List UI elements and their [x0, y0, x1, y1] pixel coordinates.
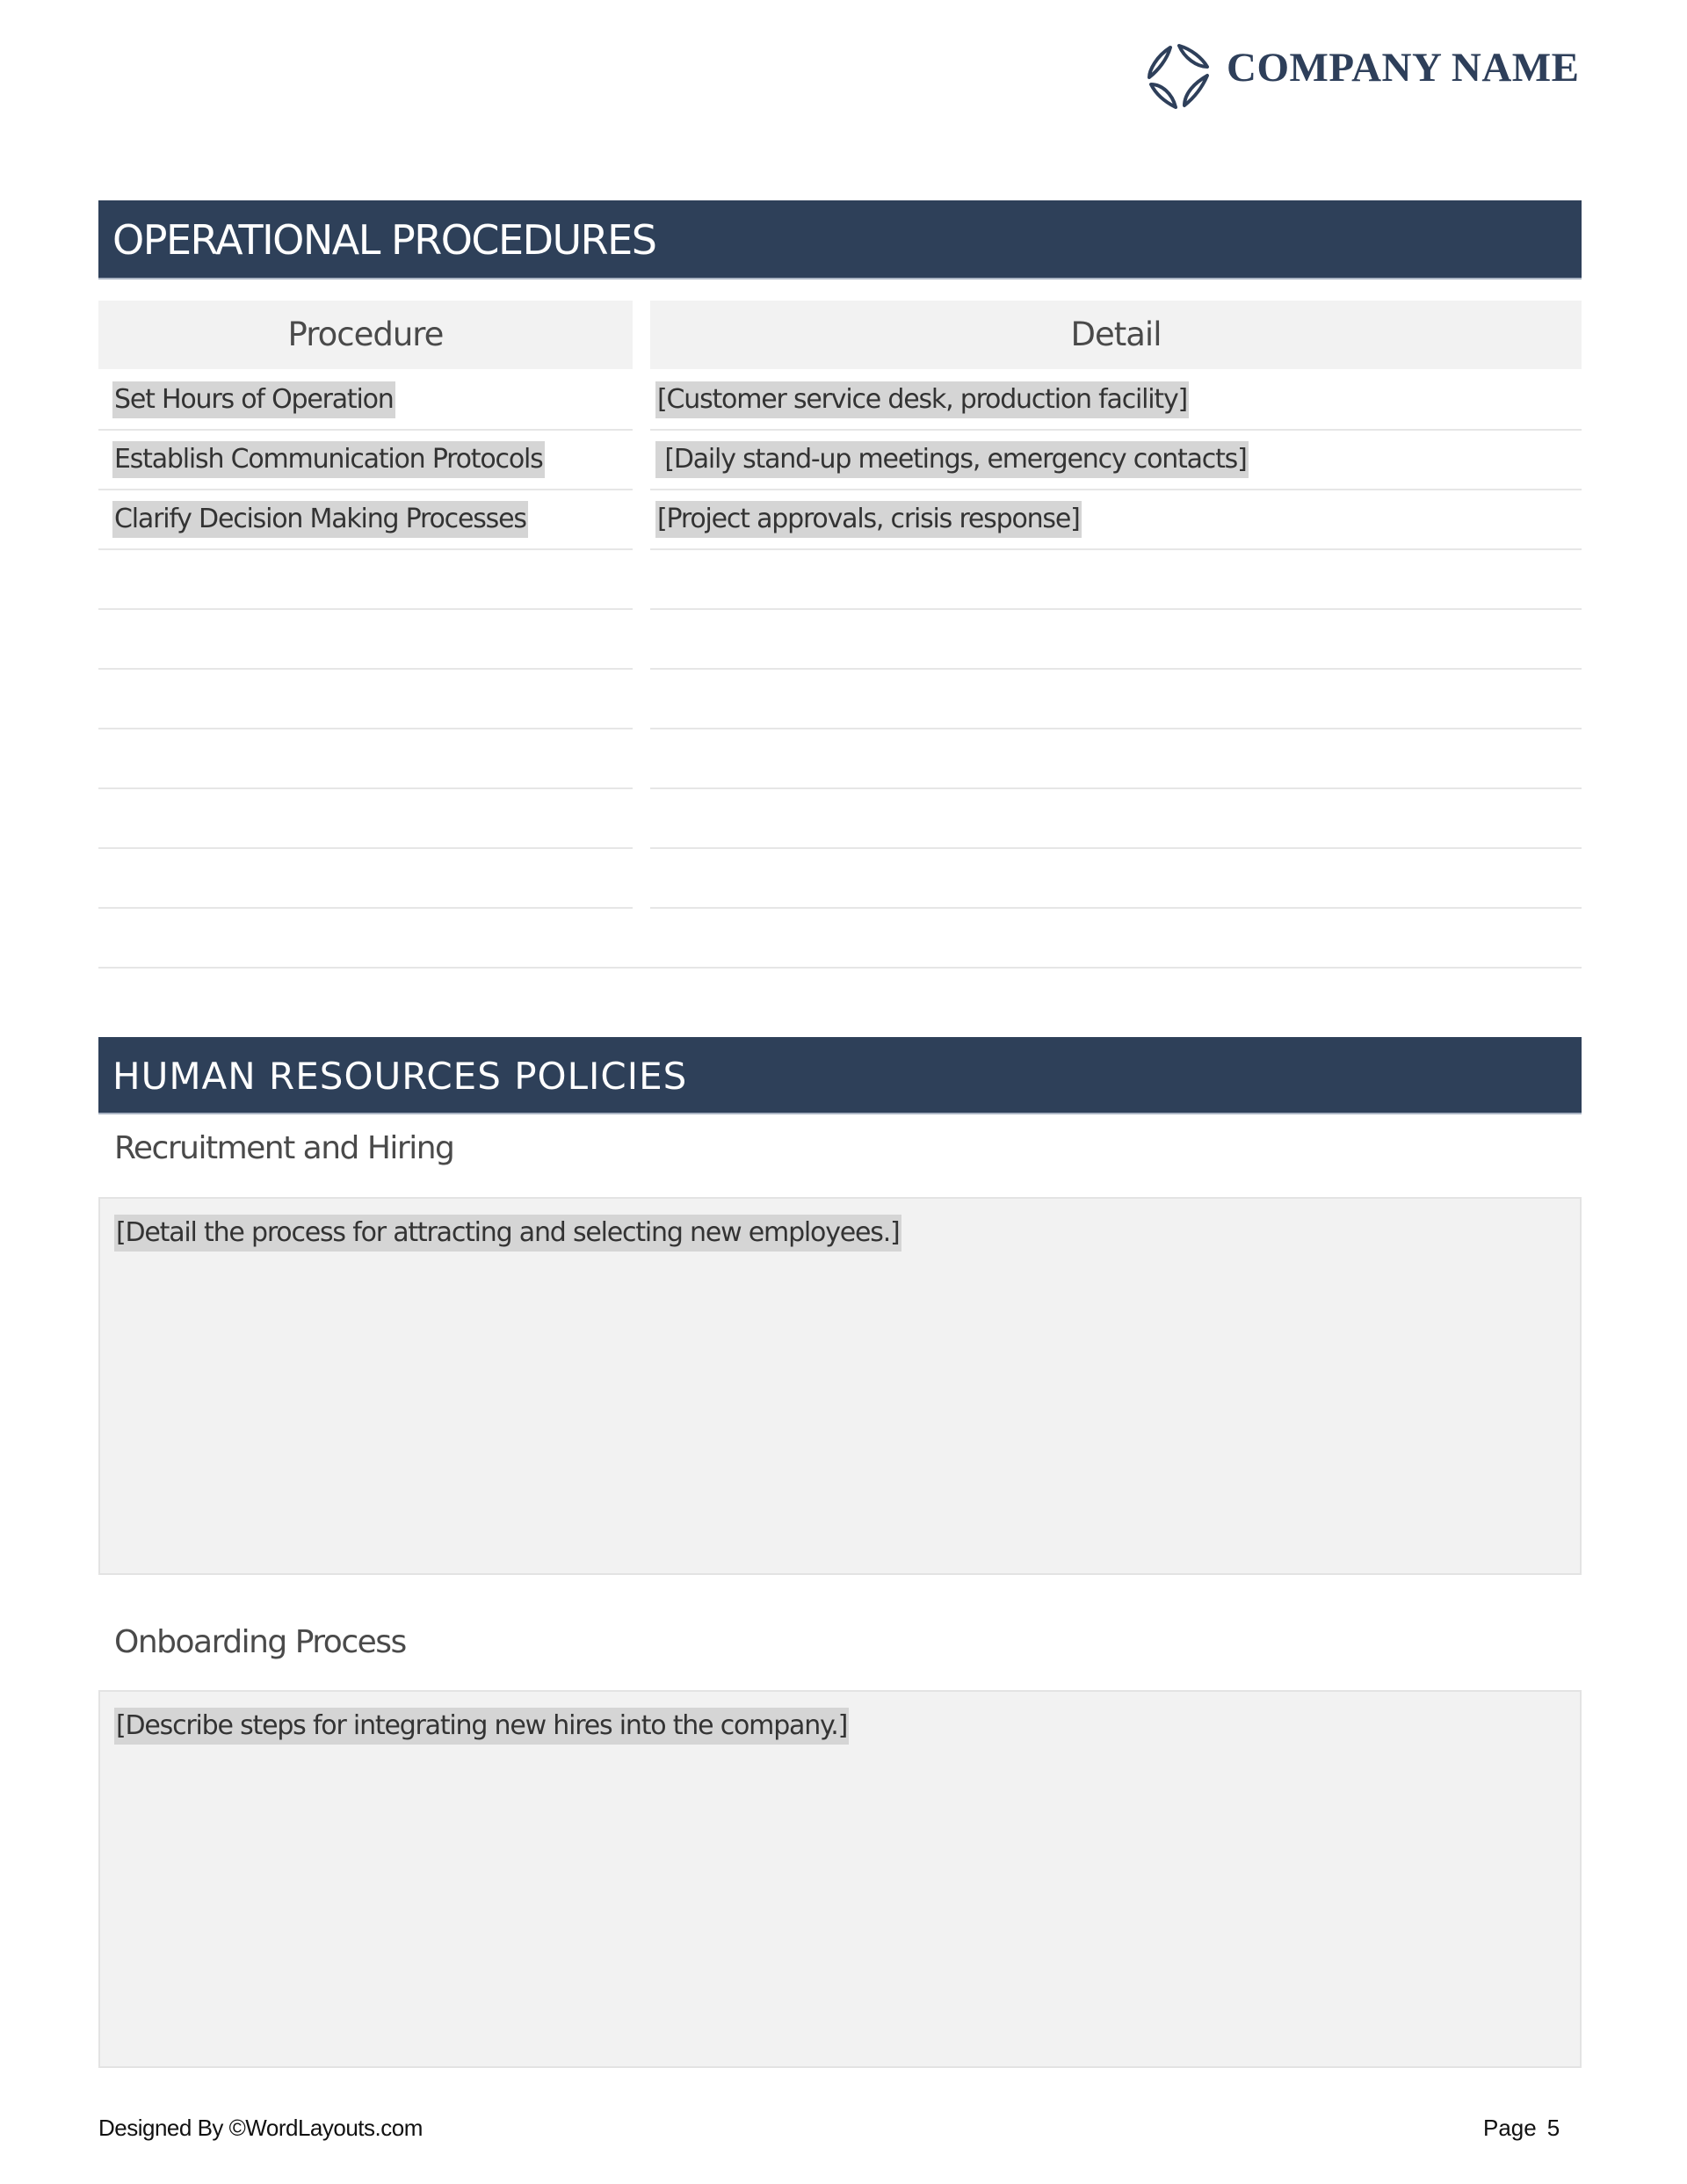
- table-cell-procedure[interactable]: [98, 371, 633, 431]
- company-logo-icon: [1144, 40, 1211, 111]
- table-cell-detail-empty[interactable]: [650, 670, 1582, 729]
- subheading-onboarding: Onboarding Process: [114, 1624, 406, 1660]
- onboarding-placeholder-text[interactable]: [Describe steps for integrating new hires into the company.]: [114, 1708, 849, 1745]
- table-cell-procedure-empty[interactable]: [98, 729, 633, 789]
- table-header-procedure: Procedure: [98, 301, 633, 369]
- table-cell-detail[interactable]: [650, 431, 1582, 490]
- detail-text[interactable]: [Customer service desk, production facility]: [655, 381, 1189, 418]
- table-cell-procedure[interactable]: [98, 490, 633, 550]
- footer-credit: Designed By ©WordLayouts.com: [98, 2115, 423, 2141]
- page-number-value: 5: [1546, 2115, 1560, 2141]
- table-cell-detail-empty[interactable]: [650, 550, 1582, 610]
- section-title: HUMAN RESOURCES POLICIES: [112, 1055, 688, 1098]
- table-cell-detail-empty[interactable]: [650, 729, 1582, 789]
- onboarding-text-box[interactable]: [98, 1690, 1582, 2068]
- table-cell-detail[interactable]: [650, 490, 1582, 550]
- section-banner-operational-procedures: [98, 200, 1582, 279]
- table-header-detail: Detail: [650, 301, 1582, 369]
- table-cell-procedure-empty[interactable]: [98, 789, 633, 849]
- table-cell-procedure-empty[interactable]: [98, 550, 633, 610]
- procedure-text[interactable]: Establish Communication Protocols: [112, 441, 545, 478]
- table-cell-detail-empty[interactable]: [650, 849, 1582, 909]
- page-number: [1483, 2115, 1560, 2142]
- table-cell-procedure-empty[interactable]: [98, 849, 633, 909]
- procedure-text[interactable]: Set Hours of Operation: [112, 381, 395, 418]
- company-name: COMPANY NAME: [1227, 45, 1580, 91]
- recruitment-placeholder-text[interactable]: [Detail the process for attracting and selecting new employees.]: [114, 1215, 901, 1252]
- table-cell-procedure[interactable]: [98, 431, 633, 490]
- section-banner-hr-policies: [98, 1037, 1582, 1114]
- procedure-text[interactable]: Clarify Decision Making Processes: [112, 501, 528, 538]
- detail-text[interactable]: [Project approvals, crisis response]: [655, 501, 1082, 538]
- table-cell-detail-empty[interactable]: [650, 789, 1582, 849]
- section-title: OPERATIONAL PROCEDURES: [112, 216, 656, 264]
- table-row-empty-last[interactable]: [98, 909, 1582, 969]
- recruitment-text-box[interactable]: [98, 1197, 1582, 1575]
- detail-text[interactable]: [Daily stand-up meetings, emergency contacts]: [655, 441, 1249, 478]
- table-cell-procedure-empty[interactable]: [98, 610, 633, 670]
- table-cell-detail[interactable]: [650, 371, 1582, 431]
- table-cell-detail-empty[interactable]: [650, 610, 1582, 670]
- table-cell-procedure-empty[interactable]: [98, 670, 633, 729]
- page-label: Page: [1483, 2115, 1537, 2141]
- subheading-recruitment: Recruitment and Hiring: [114, 1130, 454, 1166]
